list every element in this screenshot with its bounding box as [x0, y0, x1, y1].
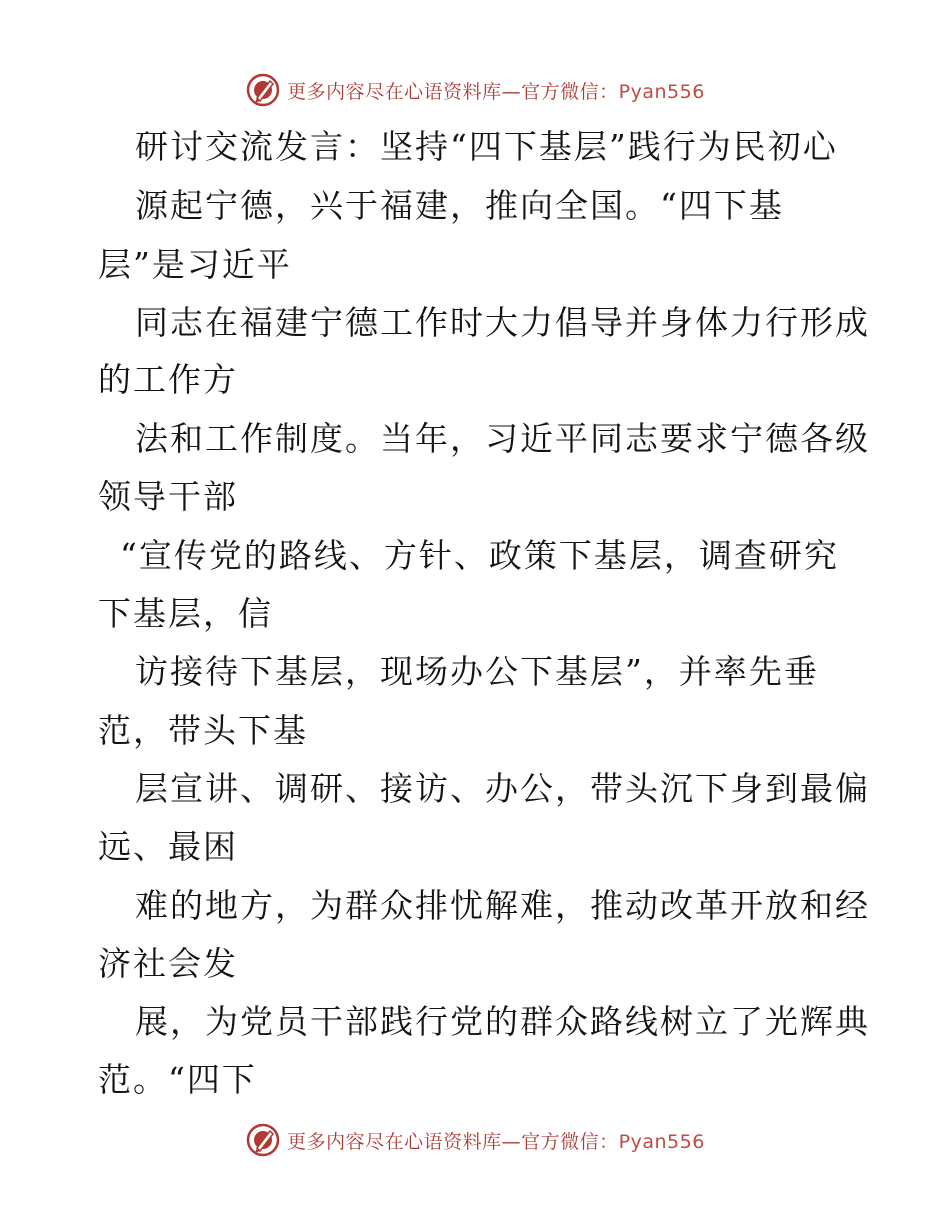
text-line: 法和工作制度。当年，习近平同志要求宁德各级 — [135, 419, 870, 458]
footer-watermark — [0, 1120, 950, 1160]
text-line: 层宣讲、调研、接访、办公，带头沉下身到最偏 — [135, 769, 870, 808]
text-line: 远、最困 — [98, 827, 238, 866]
text-line: 访接待下基层，现场办公下基层”，并率先垂 — [135, 652, 819, 691]
text-line: 范，带头下基 — [98, 711, 308, 750]
text-line: 的工作方 — [98, 360, 238, 399]
text-line: 领导干部 — [98, 477, 238, 516]
watermark-text: 更多内容尽在心语资料库—官方微信：Pyan556 — [287, 80, 705, 103]
watermark-wechat-id: Pyan556 — [618, 80, 705, 103]
text-line: 源起宁德，兴于福建，推向全国。“四下基 — [135, 186, 784, 225]
text-line: 难的地方，为群众排忧解难，推动改革开放和经 — [135, 886, 870, 925]
text-line: 下基层，信 — [98, 594, 273, 633]
document-title: 研讨交流发言：坚持“四下基层”践行为民初心 — [135, 127, 838, 166]
text-line: 层”是习近平 — [98, 245, 292, 284]
text-line: 同志在福建宁德工作时大力倡导并身体力行形成 — [135, 303, 870, 342]
watermark-wechat-id: Pyan556 — [618, 1130, 705, 1153]
pen-logo-icon — [245, 1122, 281, 1158]
text-line: 济社会发 — [98, 944, 238, 983]
text-line: 展，为党员干部践行党的群众路线树立了光辉典 — [135, 1002, 870, 1041]
text-line: “宣传党的路线、方针、政策下基层，调查研究 — [120, 536, 839, 575]
watermark-text: 更多内容尽在心语资料库—官方微信：Pyan556 — [287, 1130, 705, 1153]
text-line: 范。“四下 — [98, 1060, 257, 1099]
